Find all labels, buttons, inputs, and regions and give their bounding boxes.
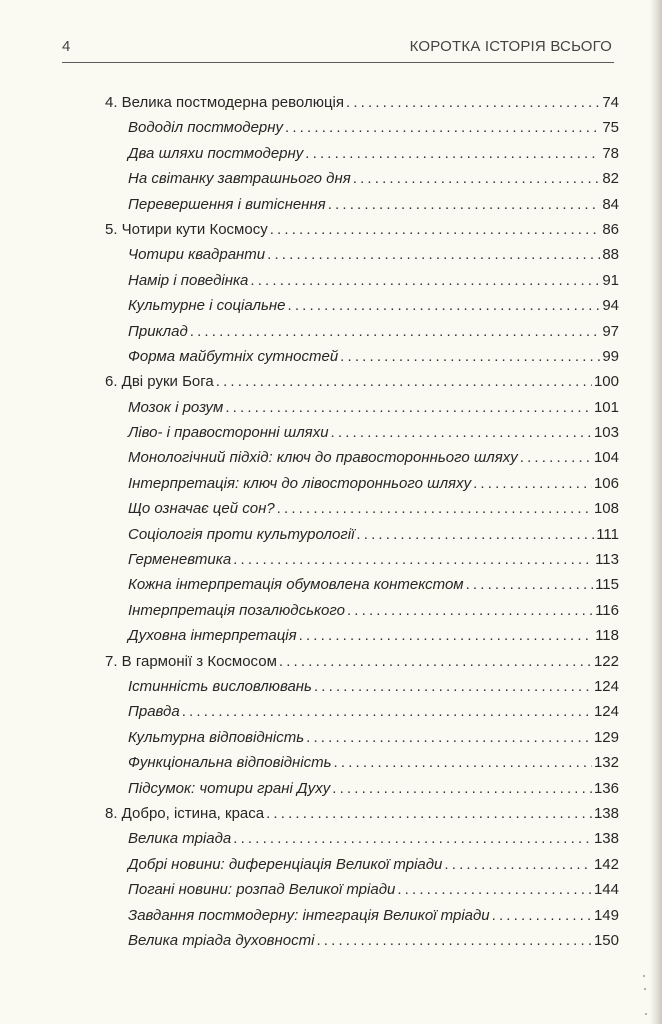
toc-entry-page-number: 103 xyxy=(593,424,619,442)
dot-leader xyxy=(353,166,601,191)
toc-entry-page-number: 74 xyxy=(602,94,619,111)
dot-leader xyxy=(346,90,600,115)
toc-section-entry xyxy=(105,572,619,597)
page-edge-shadow xyxy=(650,0,662,1024)
toc-entry-page-number: 142 xyxy=(593,855,619,873)
toc-entry-title: Мозок і розум xyxy=(128,398,224,416)
toc-section-entry xyxy=(105,166,619,191)
dot-leader xyxy=(492,903,592,928)
toc-entry-title: Підсумок: чотири грані Духу xyxy=(128,779,331,797)
toc-entry-page-number: 144 xyxy=(593,881,619,899)
dot-leader xyxy=(277,496,592,521)
toc-entry-title: Велика тріада духовності xyxy=(128,931,315,949)
toc-entry-page-number: 132 xyxy=(593,754,619,772)
toc-entry-page-number: 115 xyxy=(595,576,619,594)
toc-section-entry xyxy=(105,928,619,953)
toc-entry-page-number: 138 xyxy=(593,830,619,848)
dot-leader xyxy=(190,319,601,344)
toc-entry-page-number: 82 xyxy=(602,170,619,188)
toc-entry-page-number: 97 xyxy=(602,322,619,340)
toc-entry-title: Що означає цей сон? xyxy=(128,500,275,518)
toc-section-entry xyxy=(105,192,619,217)
toc-entry-page-number: 100 xyxy=(593,373,619,391)
running-title: КОРОТКА ІСТОРІЯ ВСЬОГО xyxy=(409,38,612,55)
toc-entry-page-number: 136 xyxy=(593,779,619,797)
toc-entry-title: Істинність висловлювань xyxy=(128,677,312,695)
paper-speck xyxy=(645,1013,647,1015)
dot-leader xyxy=(233,547,593,572)
dot-leader xyxy=(279,649,592,674)
toc-section-entry xyxy=(105,344,619,369)
toc-section-entry xyxy=(105,268,619,293)
dot-leader xyxy=(356,522,594,547)
toc-section-entry xyxy=(105,471,619,496)
toc-entry-page-number: 118 xyxy=(595,627,619,645)
toc-entry-page-number: 91 xyxy=(602,271,619,289)
toc-section-entry xyxy=(105,242,619,267)
toc-entry-page-number: 99 xyxy=(602,347,619,365)
toc-section-entry xyxy=(105,826,619,851)
dot-leader xyxy=(266,801,592,826)
toc-entry-title: Герменевтика xyxy=(128,551,232,569)
dot-leader xyxy=(288,293,601,318)
toc-entry-title: Чотири квадранти xyxy=(128,246,266,264)
dot-leader xyxy=(250,268,600,293)
dot-leader xyxy=(270,217,601,242)
toc-section-entry xyxy=(105,496,619,521)
toc-entry-title: Функціональна відповідність xyxy=(128,754,332,772)
toc-entry-page-number: 88 xyxy=(602,246,619,264)
toc-entry-title: Приклад xyxy=(128,322,188,340)
toc-entry-page-number: 113 xyxy=(595,551,619,569)
dot-leader xyxy=(225,395,592,420)
toc-entry-page-number: 84 xyxy=(602,195,619,213)
dot-leader xyxy=(334,750,592,775)
toc-entry-title: Добрі новини: диференціація Великої тріади xyxy=(128,855,443,873)
toc-section-entry xyxy=(105,395,619,420)
toc-section-entry xyxy=(105,725,619,750)
toc-section-entry xyxy=(105,547,619,572)
toc-entry-page-number: 129 xyxy=(593,728,619,746)
toc-entry-page-number: 108 xyxy=(593,500,619,518)
dot-leader xyxy=(397,877,592,902)
paper-speck xyxy=(644,988,646,990)
toc-entry-title: Намір і поведінка xyxy=(128,271,249,289)
toc-entry-title: 6. Дві руки Бога xyxy=(105,373,214,391)
toc-entry-title: Два шляхи постмодерну xyxy=(128,144,304,162)
toc-section-entry xyxy=(105,141,619,166)
toc-section-entry xyxy=(105,293,619,318)
dot-leader xyxy=(328,192,601,217)
toc-entry-title: 4. Велика постмодерна революція xyxy=(105,94,344,111)
toc-entry-page-number: 104 xyxy=(593,449,619,467)
dot-leader xyxy=(306,725,592,750)
toc-entry-title: Ліво- і правосторонні шляхи xyxy=(128,424,329,442)
dot-leader xyxy=(444,852,592,877)
toc-entry-page-number: 106 xyxy=(593,474,619,492)
toc-entry-page-number: 124 xyxy=(593,703,619,721)
toc-entry-title: Монологічний підхід: ключ до правостороннього шляху xyxy=(128,449,518,467)
toc-section-entry xyxy=(105,115,619,140)
toc-entry-title: Вододіл постмодерну xyxy=(128,119,284,137)
toc-entry-page-number: 75 xyxy=(602,119,619,137)
toc-section-entry xyxy=(105,420,619,445)
toc-entry-title: Кожна інтерпретація обумовлена контекстом xyxy=(128,576,464,594)
toc-section-entry xyxy=(105,623,619,648)
toc-section-entry xyxy=(105,598,619,623)
toc-section-entry xyxy=(105,522,619,547)
dot-leader xyxy=(314,674,592,699)
dot-leader xyxy=(466,572,593,597)
dot-leader xyxy=(305,141,600,166)
toc-section-entry xyxy=(105,699,619,724)
toc-entry-title: Соціологія проти культурології xyxy=(128,525,355,543)
dot-leader xyxy=(182,699,592,724)
dot-leader xyxy=(347,598,593,623)
toc-entry-title: Велика тріада xyxy=(128,830,232,848)
dot-leader xyxy=(316,928,592,953)
toc-chapter-entry xyxy=(105,801,619,826)
toc-section-entry xyxy=(105,750,619,775)
toc-section-entry xyxy=(105,319,619,344)
toc-chapter-entry xyxy=(105,369,619,394)
toc-entry-title: Перевершення і витіснення xyxy=(128,195,326,213)
toc-entry-title: Духовна інтерпретація xyxy=(128,627,297,645)
dot-leader xyxy=(267,242,600,267)
toc-entry-page-number: 124 xyxy=(593,677,619,695)
dot-leader xyxy=(332,776,592,801)
dot-leader xyxy=(299,623,593,648)
running-header xyxy=(62,38,614,63)
toc-section-entry xyxy=(105,445,619,470)
table-of-contents xyxy=(105,90,619,953)
toc-entry-page-number: 78 xyxy=(602,144,619,162)
paper-speck xyxy=(643,975,645,977)
toc-entry-title: Культурне і соціальне xyxy=(128,297,286,315)
toc-entry-title: Інтерпретація: ключ до лівостороннього шляху xyxy=(128,474,472,492)
page-number: 4 xyxy=(62,38,71,55)
toc-entry-page-number: 138 xyxy=(593,804,619,822)
toc-chapter-entry xyxy=(105,90,619,115)
toc-entry-page-number: 86 xyxy=(602,220,619,238)
toc-entry-title: Правда xyxy=(128,703,180,721)
toc-section-entry xyxy=(105,776,619,801)
dot-leader xyxy=(520,445,592,470)
toc-entry-title: 8. Добро, істина, краса xyxy=(105,804,265,822)
dot-leader xyxy=(233,826,592,851)
toc-entry-page-number: 149 xyxy=(593,906,619,924)
toc-entry-title: Культурна відповідність xyxy=(128,728,305,746)
toc-entry-title: На світанку завтрашнього дня xyxy=(128,170,351,188)
toc-section-entry xyxy=(105,877,619,902)
toc-entry-title: 7. В гармонії з Космосом xyxy=(105,652,277,670)
dot-leader xyxy=(340,344,600,369)
toc-chapter-entry xyxy=(105,217,619,242)
toc-entry-page-number: 122 xyxy=(593,652,619,670)
dot-leader xyxy=(285,115,600,140)
toc-entry-page-number: 94 xyxy=(602,297,619,315)
toc-entry-page-number: 101 xyxy=(593,398,619,416)
dot-leader xyxy=(216,369,592,394)
dot-leader xyxy=(473,471,592,496)
dot-leader xyxy=(331,420,592,445)
toc-entry-page-number: 116 xyxy=(595,601,619,619)
toc-section-entry xyxy=(105,674,619,699)
toc-entry-title: Форма майбутніх сутностей xyxy=(128,347,339,365)
toc-section-entry xyxy=(105,852,619,877)
toc-entry-title: Погані новини: розпад Великої тріади xyxy=(128,881,396,899)
toc-entry-title: Інтерпретація позалюдського xyxy=(128,601,345,619)
toc-entry-page-number: 150 xyxy=(593,931,619,949)
toc-chapter-entry xyxy=(105,649,619,674)
toc-section-entry xyxy=(105,903,619,928)
toc-entry-title: Завдання постмодерну: інтеграція Великої тріади xyxy=(128,906,490,924)
toc-entry-title: 5. Чотири кути Космосу xyxy=(105,220,268,238)
toc-entry-page-number: 111 xyxy=(596,525,619,543)
